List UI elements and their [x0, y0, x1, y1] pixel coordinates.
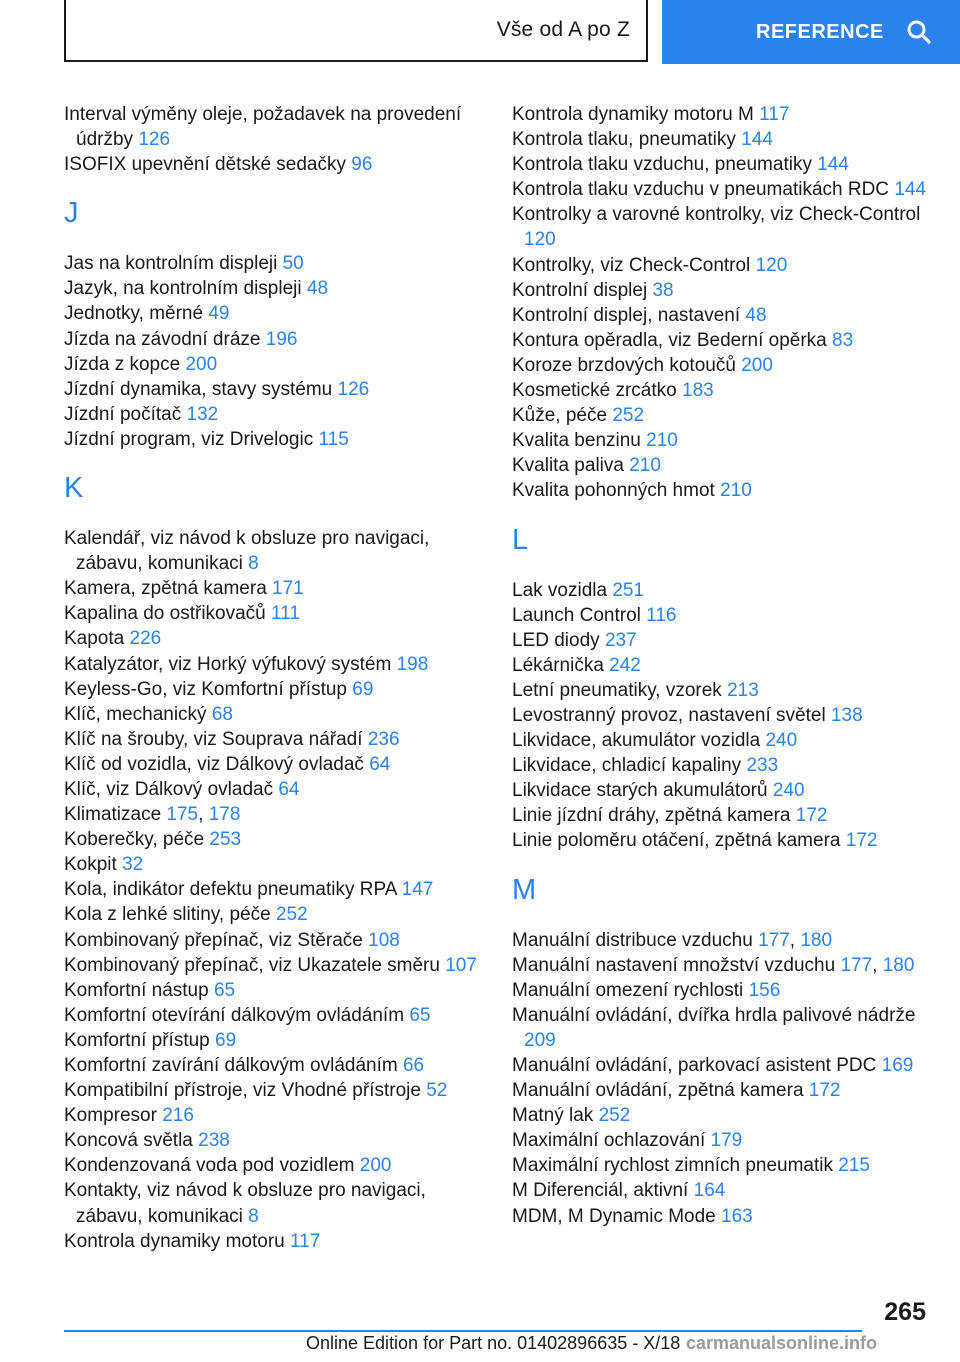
- index-entry-text: Keyless-Go, viz Komfortní přístup: [64, 678, 353, 700]
- page-link[interactable]: 144: [894, 179, 927, 201]
- index-entry: [64, 576, 484, 601]
- page-link[interactable]: 48: [306, 278, 329, 300]
- index-entry: [512, 428, 932, 453]
- index-entry-text: Maximální ochlazování: [512, 1130, 711, 1152]
- index-entry-text: Jas na kontrolním displeji: [64, 253, 283, 275]
- index-entry: [64, 1028, 484, 1053]
- index-entry: [64, 1178, 484, 1228]
- index-entry-text: Kontrola tlaku, pneumatiky: [512, 129, 742, 151]
- index-entry: [64, 1103, 484, 1128]
- index-entry-text: Launch Control: [512, 604, 647, 626]
- index-entry: [512, 728, 932, 753]
- index-entry: [64, 377, 484, 402]
- index-entry-text: Kontura opěradla, viz Bederní opěrka: [512, 329, 833, 351]
- index-entry: [64, 1078, 484, 1103]
- index-entry: [512, 1128, 932, 1153]
- index-letter-heading: L: [512, 523, 529, 556]
- page-link[interactable]: 65: [213, 979, 236, 1001]
- index-entry-text: Maximální rychlost zimních pneumatik: [512, 1155, 839, 1177]
- index-entry-text: Manuální ovládání, parkovací asistent PDC: [512, 1055, 882, 1076]
- page-link[interactable]: 177: [758, 929, 790, 951]
- index-entry: [64, 752, 484, 777]
- index-entry: [512, 828, 932, 853]
- page-link[interactable]: 8: [248, 1205, 259, 1227]
- page-link[interactable]: 83: [832, 329, 854, 351]
- index-entry-text: Kontrolní displej: [512, 279, 653, 301]
- index-entry-text: Kontrolky a varovné kontrolky, viz Check-Control: [512, 204, 921, 226]
- index-column-right: [512, 102, 932, 1229]
- index-entry: [64, 427, 484, 452]
- index-entry: [512, 353, 932, 378]
- index-entry-text: Likvidace, akumulátor vozidla: [512, 730, 766, 752]
- page-link[interactable]: 175: [166, 804, 199, 826]
- page-link[interactable]: 147: [401, 879, 434, 901]
- edition-text: Online Edition for Part no. 01402896635 - X/18: [306, 1333, 681, 1353]
- index-entry-text: Kompatibilní přístroje, viz Vhodné přístroje: [64, 1080, 427, 1102]
- page-link[interactable]: 172: [845, 830, 878, 852]
- page-link[interactable]: 32: [122, 854, 144, 876]
- index-entry-text: Jazyk, na kontrolním displeji: [64, 278, 307, 300]
- index-entry-text: MDM, M Dynamic Mode: [512, 1205, 722, 1227]
- page-link[interactable]: 120: [755, 254, 788, 276]
- index-entry: [64, 276, 484, 301]
- index-entry: [64, 1128, 484, 1153]
- reference-label[interactable]: REFERENCE: [756, 20, 884, 43]
- index-entry: [512, 177, 932, 202]
- page-link[interactable]: 200: [185, 353, 218, 375]
- index-entry: [512, 403, 932, 428]
- index-entry-text: Likvidace, chladicí kapaliny: [512, 755, 747, 777]
- index-entry-text: Jízdní program, viz Drivelogic: [64, 428, 319, 450]
- page-link[interactable]: 238: [198, 1130, 230, 1152]
- page-link[interactable]: 132: [186, 403, 219, 425]
- index-entry-text: Kapalina do ostřikovačů: [64, 603, 272, 625]
- index-entry-text: Kola, indikátor defektu pneumatiky RPA: [64, 879, 402, 901]
- index-entry: [64, 1153, 484, 1178]
- index-entry: [512, 253, 932, 278]
- page-link[interactable]: 251: [612, 579, 645, 601]
- page-link[interactable]: 226: [129, 628, 162, 650]
- index-entry-text: Kvalita benzinu: [512, 430, 647, 452]
- index-letter-heading: M: [512, 873, 537, 906]
- page-link[interactable]: 163: [721, 1205, 753, 1227]
- page-link[interactable]: 210: [629, 455, 661, 477]
- index-entry-text: Kontrola dynamiky motoru: [64, 1230, 290, 1252]
- page-link[interactable]: 171: [272, 578, 304, 600]
- page-link[interactable]: 236: [367, 728, 400, 750]
- page-link[interactable]: 108: [368, 929, 400, 951]
- index-entry: [512, 478, 932, 503]
- index-entry-text: Kvalita pohonných hmot: [512, 480, 721, 502]
- page-link[interactable]: 172: [808, 1080, 841, 1102]
- page-link[interactable]: 237: [604, 629, 637, 651]
- page-link[interactable]: 252: [612, 405, 645, 427]
- page-link[interactable]: 116: [646, 604, 677, 626]
- index-entry: [512, 603, 932, 628]
- index-entry-text: Jízdní dynamika, stavy systému: [64, 378, 338, 400]
- index-entry-text: Jízdní počítač: [64, 403, 187, 425]
- page-link[interactable]: 120: [524, 229, 556, 251]
- index-entry: [64, 928, 484, 953]
- index-entry: [512, 1153, 932, 1178]
- index-entry: [512, 303, 932, 328]
- page-link[interactable]: 253: [209, 829, 242, 851]
- index-entry-text: Likvidace starých akumulátorů: [512, 780, 773, 802]
- index-entry: [512, 753, 932, 778]
- index-entry-text: M Diferenciál, aktivní: [512, 1180, 694, 1202]
- page-link[interactable]: 126: [337, 378, 370, 400]
- index-entry-text: Jednotky, měrné: [64, 303, 209, 325]
- index-entry-text: Manuální distribuce vzduchu: [512, 929, 759, 951]
- page-link[interactable]: 178: [208, 804, 241, 826]
- page-link[interactable]: 66: [402, 1055, 425, 1076]
- page-link[interactable]: 196: [265, 328, 298, 350]
- index-entry-text: Klíč na šrouby, viz Souprava nářadí: [64, 728, 368, 750]
- index-entry-text: Kontrola tlaku vzduchu, pneumatiky: [512, 154, 818, 176]
- page-link[interactable]: 64: [278, 778, 300, 800]
- index-entry: [64, 526, 484, 576]
- index-entry-text: LED diody: [512, 629, 605, 651]
- page-link[interactable]: 172: [795, 805, 828, 827]
- page-link[interactable]: 210: [720, 480, 752, 502]
- page-link[interactable]: 115: [318, 428, 349, 450]
- index-entry: [512, 328, 932, 353]
- page-link[interactable]: 210: [646, 430, 678, 452]
- index-entry: [512, 678, 932, 703]
- index-entry-text: Klimatizace: [64, 804, 167, 826]
- index-entry: Manuální distribuce vzduchu 177, 180: [512, 929, 833, 951]
- index-entry-text: Komfortní zavírání dálkovým ovládáním: [64, 1055, 403, 1076]
- index-entry-text: Manuální ovládání, zpětná kamera: [512, 1080, 809, 1102]
- page-link[interactable]: 180: [800, 929, 833, 951]
- index-entry-text: Letní pneumatiky, vzorek: [512, 679, 728, 701]
- page-link[interactable]: 216: [162, 1105, 194, 1127]
- index-entry: [64, 152, 484, 177]
- index-entry-text: Kontrola dynamiky motoru M: [512, 104, 760, 125]
- index-entry: [512, 578, 932, 603]
- page-link[interactable]: 209: [524, 1029, 556, 1051]
- page-link[interactable]: 156: [748, 979, 781, 1001]
- index-entry-text: ISOFIX upevnění dětské sedačky: [64, 154, 352, 176]
- index-entry-text: Kapota: [64, 628, 130, 650]
- index-entry: [512, 278, 932, 303]
- index-entry-text: Jízda z kopce: [64, 353, 186, 375]
- page-link[interactable]: 96: [351, 154, 373, 176]
- index-entry-text: Kontrola tlaku vzduchu v pneumatikách RDC: [512, 179, 895, 201]
- page-link[interactable]: 240: [765, 730, 798, 752]
- index-entry: [64, 777, 484, 802]
- index-entry: [64, 978, 484, 1003]
- page-link[interactable]: 215: [838, 1155, 870, 1177]
- index-entry: [512, 1003, 932, 1053]
- search-icon[interactable]: [906, 19, 932, 45]
- index-entry: [64, 877, 484, 902]
- page-link[interactable]: 252: [598, 1105, 631, 1127]
- page-link[interactable]: 183: [682, 380, 714, 402]
- index-entry-text: Kola z lehké slitiny, péče: [64, 904, 276, 926]
- index-entry: [64, 652, 484, 677]
- page-link[interactable]: 64: [369, 753, 391, 775]
- index-entry-text: Manuální omezení rychlosti: [512, 979, 749, 1001]
- page-link[interactable]: 117: [290, 1230, 321, 1252]
- index-entry-text: Matný lak: [512, 1105, 599, 1127]
- page-link[interactable]: 169: [881, 1055, 914, 1076]
- index-entry: [64, 702, 484, 727]
- index-entry: [512, 1204, 932, 1229]
- index-entry: [512, 1053, 932, 1078]
- page-link[interactable]: 180: [882, 954, 915, 976]
- index-entry: [512, 1103, 932, 1128]
- index-entry: [64, 352, 484, 377]
- index-letter-heading: J: [64, 197, 79, 230]
- index-entry: [64, 626, 484, 651]
- index-column-left: [64, 102, 484, 1254]
- page-link[interactable]: 200: [741, 354, 773, 376]
- index-entry: [512, 628, 932, 653]
- page-link[interactable]: 179: [710, 1130, 743, 1152]
- page-link[interactable]: 8: [248, 553, 259, 575]
- index-entry-text: Kamera, zpětná kamera: [64, 578, 273, 600]
- index-entry: [64, 677, 484, 702]
- index-entry: [64, 953, 484, 978]
- page-link[interactable]: 177: [840, 954, 873, 976]
- index-entry: [512, 152, 932, 177]
- index-entry-text: Linie jízdní dráhy, zpětná kamera: [512, 805, 796, 827]
- index-entry-text: Katalyzátor, viz Horký výfukový systém: [64, 653, 397, 675]
- reference-tab[interactable]: [662, 0, 960, 64]
- index-entry-text: Lékárnička: [512, 654, 610, 676]
- page-number: 265: [884, 1298, 926, 1326]
- index-entry-text: Kompresor: [64, 1105, 163, 1127]
- index-entry-text: Kůže, péče: [512, 405, 613, 427]
- index-entry-text: Koncová světla: [64, 1130, 199, 1152]
- index-entry: [64, 402, 484, 427]
- index-entry: [64, 827, 484, 852]
- index-entry-text: Klíč od vozidla, viz Dálkový ovladač: [64, 753, 370, 775]
- index-entry: [512, 703, 932, 728]
- index-entry: [64, 601, 484, 626]
- page-link[interactable]: 50: [282, 253, 304, 275]
- index-entry-text: Kontrolní displej, nastavení: [512, 304, 746, 326]
- index-entry-text: Manuální ovládání, dvířka hrdla palivové nádrže: [512, 1004, 916, 1026]
- index-entry-text: Komfortní nástup: [64, 979, 214, 1001]
- index-entry-text: Koberečky, péče: [64, 829, 210, 851]
- index-entry-text: Kontrolky, viz Check-Control: [512, 254, 756, 276]
- index-entry-text: Kvalita paliva: [512, 455, 630, 477]
- watermark: carmanualsonline.info: [686, 1333, 878, 1353]
- index-entry: [64, 327, 484, 352]
- index-entry-text: Kontakty, viz návod k obsluze pro navigaci, zábavu, komunikaci: [64, 1180, 426, 1227]
- index-entry-text: Kombinovaný přepínač, viz Stěrače: [64, 929, 369, 951]
- index-entry: [512, 778, 932, 803]
- index-entry: [64, 251, 484, 276]
- page-link[interactable]: 68: [211, 703, 233, 725]
- footer-divider: [64, 1330, 862, 1332]
- index-entry-text: Jízda na závodní dráze: [64, 328, 266, 350]
- index-entry-text: Kosmetické zrcátko: [512, 380, 682, 402]
- page-link[interactable]: 126: [138, 129, 171, 151]
- page-link[interactable]: 52: [426, 1080, 448, 1102]
- index-entry: [64, 102, 484, 152]
- page-link[interactable]: 164: [693, 1180, 726, 1202]
- page-link[interactable]: 240: [772, 780, 805, 802]
- index-entry: [512, 803, 932, 828]
- index-entry: [512, 127, 932, 152]
- index-entry: [64, 301, 484, 326]
- page-link[interactable]: 69: [352, 678, 374, 700]
- index-entry: [512, 202, 932, 252]
- index-entry: [512, 1078, 932, 1103]
- index-entry: [512, 978, 932, 1003]
- index-entry: [64, 1003, 484, 1028]
- page-link[interactable]: 252: [275, 904, 308, 926]
- section-header-tab: [64, 0, 648, 62]
- page-link[interactable]: 138: [830, 704, 863, 726]
- page-link[interactable]: 233: [746, 755, 779, 777]
- index-entry-text: Interval výměny oleje, požadavek na provedení údržby: [64, 104, 462, 151]
- index-entry-text: Koroze brzdových kotoučů: [512, 354, 742, 376]
- page-link[interactable]: 117: [759, 104, 790, 125]
- page-link[interactable]: 144: [741, 129, 773, 151]
- index-entry: [512, 453, 932, 478]
- page-link[interactable]: 198: [396, 653, 429, 675]
- index-entry-text: Levostranný provoz, nastavení světel: [512, 704, 831, 726]
- page-link[interactable]: 69: [215, 1029, 237, 1051]
- index-letter-heading: K: [64, 472, 84, 505]
- index-entry-text: Manuální nastavení množství vzduchu: [512, 954, 841, 976]
- page-link[interactable]: 107: [445, 954, 477, 976]
- page-link[interactable]: 111: [271, 603, 300, 625]
- index-entry: [64, 902, 484, 927]
- index-entry: [512, 1178, 932, 1203]
- index-entry: [64, 727, 484, 752]
- index-entry: [64, 852, 484, 877]
- page-link[interactable]: 213: [727, 679, 759, 701]
- index-entry-text: Kondenzovaná voda pod vozidlem: [64, 1155, 360, 1177]
- index-entry: [512, 378, 932, 403]
- index-entry-text: Lak vozidla: [512, 579, 613, 601]
- index-entry: [64, 1053, 484, 1078]
- index-entry-text: Komfortní otevírání dálkovým ovládáním: [64, 1004, 410, 1026]
- page-link[interactable]: 38: [652, 279, 674, 301]
- index-entry-text: Kalendář, viz návod k obsluze pro navigaci, zábavu, komunikaci: [64, 528, 430, 575]
- page-link[interactable]: 65: [409, 1004, 431, 1026]
- index-entry: Manuální nastavení množství vzduchu 177, 180: [512, 954, 915, 976]
- index-entry-text: Kombinovaný přepínač, viz Ukazatele směru: [64, 954, 446, 976]
- index-entry: [512, 653, 932, 678]
- index-entry: Klimatizace 175, 178: [64, 804, 241, 826]
- index-entry-text: Klíč, mechanický: [64, 703, 212, 725]
- index-entry-text: Komfortní přístup: [64, 1029, 216, 1051]
- page-link[interactable]: 242: [609, 654, 641, 676]
- page-link[interactable]: 144: [817, 154, 849, 176]
- index-entry-text: Linie poloměru otáčení, zpětná kamera: [512, 830, 846, 852]
- index-entry-text: Klíč, viz Dálkový ovladač: [64, 778, 279, 800]
- section-title: Vše od A po Z: [496, 18, 630, 41]
- page-link[interactable]: 48: [745, 304, 767, 326]
- index-entry: [512, 102, 932, 127]
- index-entry-text: Kokpit: [64, 854, 123, 876]
- page-link[interactable]: 200: [359, 1155, 392, 1177]
- page-link[interactable]: 49: [208, 303, 230, 325]
- index-entry: [64, 1229, 484, 1254]
